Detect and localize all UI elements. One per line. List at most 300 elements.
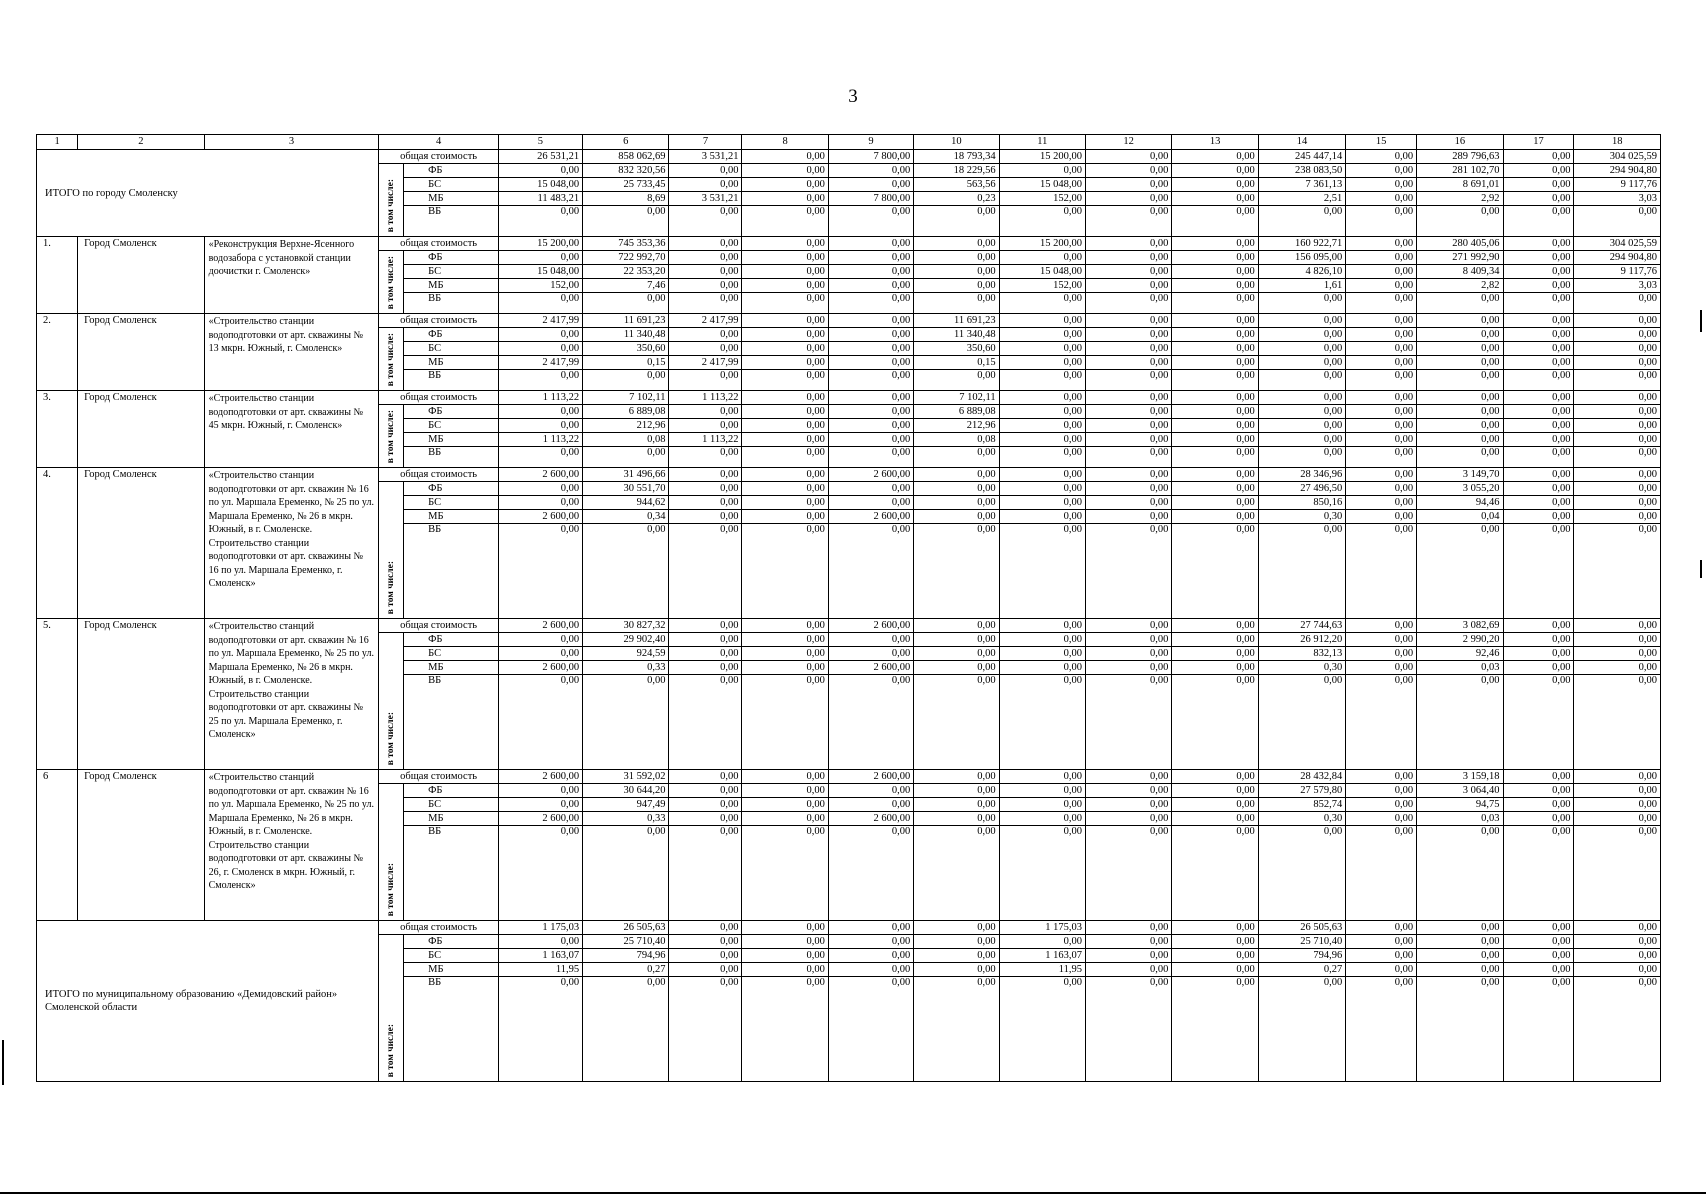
value-cell: 0,00 bbox=[999, 496, 1085, 510]
value-cell: 0,00 bbox=[914, 447, 999, 468]
value-cell: 0,00 bbox=[1503, 178, 1574, 192]
value-cell: 0,00 bbox=[1346, 482, 1417, 496]
column-number: 8 bbox=[742, 135, 828, 150]
value-cell: 280 405,06 bbox=[1417, 237, 1503, 251]
including-label bbox=[379, 328, 404, 391]
value-cell: 2 600,00 bbox=[828, 770, 913, 784]
value-cell: 0,00 bbox=[828, 496, 913, 510]
value-cell: 0,00 bbox=[1417, 447, 1503, 468]
value-cell: 832,13 bbox=[1258, 647, 1345, 661]
value-cell: 0,00 bbox=[1085, 405, 1171, 419]
value-cell: 0,00 bbox=[742, 405, 828, 419]
total-cost-row bbox=[37, 314, 1661, 328]
item-description: «Реконструкция Верхне-Ясенного водозабора с установкой станции доочистки г. Смоленск» bbox=[204, 237, 379, 314]
cost-label: общая стоимость bbox=[379, 468, 498, 482]
value-cell: 0,00 bbox=[1574, 524, 1661, 619]
value-cell: 18 793,34 bbox=[914, 150, 999, 164]
value-cell: 15 200,00 bbox=[999, 237, 1085, 251]
funding-source-label: ВБ bbox=[404, 524, 499, 619]
value-cell: 0,00 bbox=[1172, 164, 1258, 178]
value-cell: 0,00 bbox=[999, 293, 1085, 314]
value-cell: 0,00 bbox=[1172, 812, 1258, 826]
value-cell: 0,00 bbox=[669, 405, 742, 419]
value-cell: 0,00 bbox=[1172, 661, 1258, 675]
value-cell: 0,00 bbox=[914, 633, 999, 647]
value-cell: 0,00 bbox=[1172, 633, 1258, 647]
value-cell: 0,00 bbox=[498, 826, 582, 921]
value-cell: 0,00 bbox=[1172, 237, 1258, 251]
value-cell: 0,00 bbox=[1085, 391, 1171, 405]
value-cell: 0,00 bbox=[1085, 328, 1171, 342]
item-place: Город Смоленск bbox=[78, 619, 205, 770]
value-cell: 0,00 bbox=[1172, 826, 1258, 921]
value-cell: 0,00 bbox=[914, 206, 999, 237]
value-cell: 0,00 bbox=[742, 619, 828, 633]
including-text: в том числе: bbox=[386, 178, 397, 232]
value-cell: 11,95 bbox=[999, 963, 1085, 977]
including-label bbox=[379, 784, 404, 921]
value-cell: 2 600,00 bbox=[828, 812, 913, 826]
value-cell: 0,00 bbox=[1172, 675, 1258, 770]
value-cell: 0,00 bbox=[1346, 293, 1417, 314]
value-cell: 0,00 bbox=[1503, 342, 1574, 356]
value-cell: 0,00 bbox=[1346, 963, 1417, 977]
column-number: 17 bbox=[1503, 135, 1574, 150]
value-cell: 8 409,34 bbox=[1417, 265, 1503, 279]
total-cost-row bbox=[37, 468, 1661, 482]
value-cell: 26 505,63 bbox=[583, 921, 669, 935]
value-cell: 0,00 bbox=[742, 963, 828, 977]
value-cell: 794,96 bbox=[583, 949, 669, 963]
funding-source-label: ФБ bbox=[404, 935, 499, 949]
column-number: 11 bbox=[999, 135, 1085, 150]
value-cell: 0,00 bbox=[1503, 237, 1574, 251]
value-cell: 281 102,70 bbox=[1417, 164, 1503, 178]
value-cell: 0,00 bbox=[1503, 391, 1574, 405]
value-cell: 0,00 bbox=[742, 164, 828, 178]
value-cell: 0,00 bbox=[1172, 524, 1258, 619]
value-cell: 0,00 bbox=[669, 510, 742, 524]
value-cell: 0,00 bbox=[1417, 963, 1503, 977]
value-cell: 0,00 bbox=[1085, 482, 1171, 496]
value-cell: 6 889,08 bbox=[914, 405, 999, 419]
value-cell: 0,00 bbox=[1085, 433, 1171, 447]
value-cell: 0,00 bbox=[1574, 784, 1661, 798]
value-cell: 289 796,63 bbox=[1417, 150, 1503, 164]
including-text: в том числе: bbox=[386, 711, 397, 765]
value-cell: 2 600,00 bbox=[828, 619, 913, 633]
value-cell: 0,00 bbox=[1503, 419, 1574, 433]
value-cell: 31 592,02 bbox=[583, 770, 669, 784]
item-description: «Строительство станции водоподготовки от арт. скважин № 16 по ул. Маршала Еременко, № 25 по ул. Маршала Еременко, № 26 в мкрн. Южный, в г. Смоленске. Строительство станции водоподготовки от арт. скважины № 16 по ул. Маршала Еременко, г. Смоленск» bbox=[204, 468, 379, 619]
item-description: «Строительство станции водоподготовки от арт. скважины № 45 мкрн. Южный, г. Смоленск» bbox=[204, 391, 379, 468]
value-cell: 0,00 bbox=[1346, 405, 1417, 419]
value-cell: 294 904,80 bbox=[1574, 164, 1661, 178]
value-cell: 2 600,00 bbox=[498, 661, 582, 675]
value-cell: 0,00 bbox=[498, 447, 582, 468]
item-place: Город Смоленск bbox=[78, 468, 205, 619]
value-cell: 0,00 bbox=[1085, 265, 1171, 279]
value-cell: 0,00 bbox=[498, 935, 582, 949]
value-cell: 0,00 bbox=[914, 770, 999, 784]
value-cell: 0,00 bbox=[742, 633, 828, 647]
value-cell: 0,00 bbox=[828, 935, 913, 949]
value-cell: 0,00 bbox=[1346, 356, 1417, 370]
value-cell: 0,00 bbox=[1172, 468, 1258, 482]
value-cell: 0,00 bbox=[669, 949, 742, 963]
funding-source-label: ВБ bbox=[404, 206, 499, 237]
value-cell: 0,00 bbox=[669, 675, 742, 770]
value-cell: 0,00 bbox=[828, 178, 913, 192]
total-cost-row bbox=[37, 237, 1661, 251]
value-cell: 0,00 bbox=[583, 206, 669, 237]
column-number: 5 bbox=[498, 135, 582, 150]
value-cell: 31 496,66 bbox=[583, 468, 669, 482]
value-cell: 0,00 bbox=[742, 356, 828, 370]
value-cell: 0,00 bbox=[1085, 963, 1171, 977]
value-cell: 0,00 bbox=[1085, 647, 1171, 661]
value-cell: 0,00 bbox=[1346, 206, 1417, 237]
value-cell: 0,00 bbox=[914, 468, 999, 482]
value-cell: 0,04 bbox=[1417, 510, 1503, 524]
value-cell: 563,56 bbox=[914, 178, 999, 192]
value-cell: 15 048,00 bbox=[498, 265, 582, 279]
value-cell: 0,00 bbox=[1574, 482, 1661, 496]
column-number: 14 bbox=[1258, 135, 1345, 150]
value-cell: 0,00 bbox=[999, 391, 1085, 405]
value-cell: 350,60 bbox=[914, 342, 999, 356]
value-cell: 0,00 bbox=[999, 328, 1085, 342]
value-cell: 0,00 bbox=[1346, 524, 1417, 619]
value-cell: 0,00 bbox=[914, 237, 999, 251]
value-cell: 0,00 bbox=[742, 510, 828, 524]
value-cell: 0,00 bbox=[1346, 770, 1417, 784]
value-cell: 1,61 bbox=[1258, 279, 1345, 293]
item-number: 1. bbox=[37, 237, 78, 314]
item-number: 4. bbox=[37, 468, 78, 619]
value-cell: 0,00 bbox=[1417, 293, 1503, 314]
value-cell: 0,00 bbox=[914, 619, 999, 633]
value-cell: 28 346,96 bbox=[1258, 468, 1345, 482]
including-label bbox=[379, 251, 404, 314]
value-cell: 0,00 bbox=[1503, 447, 1574, 468]
value-cell: 212,96 bbox=[583, 419, 669, 433]
value-cell: 0,34 bbox=[583, 510, 669, 524]
value-cell: 0,00 bbox=[828, 826, 913, 921]
value-cell: 0,00 bbox=[1503, 468, 1574, 482]
total-cost-row bbox=[37, 921, 1661, 935]
cost-label: общая стоимость bbox=[379, 237, 498, 251]
value-cell: 0,00 bbox=[1258, 977, 1345, 1082]
value-cell: 0,00 bbox=[1085, 251, 1171, 265]
value-cell: 0,00 bbox=[1346, 279, 1417, 293]
value-cell: 0,00 bbox=[742, 482, 828, 496]
value-cell: 0,00 bbox=[1258, 370, 1345, 391]
value-cell: 0,00 bbox=[914, 482, 999, 496]
value-cell: 152,00 bbox=[999, 192, 1085, 206]
value-cell: 0,00 bbox=[1258, 342, 1345, 356]
value-cell: 7 800,00 bbox=[828, 192, 913, 206]
value-cell: 0,00 bbox=[999, 633, 1085, 647]
value-cell: 0,00 bbox=[1085, 812, 1171, 826]
value-cell: 0,00 bbox=[828, 342, 913, 356]
column-number: 4 bbox=[379, 135, 498, 150]
column-number: 12 bbox=[1085, 135, 1171, 150]
value-cell: 2 417,99 bbox=[498, 356, 582, 370]
value-cell: 0,00 bbox=[1346, 935, 1417, 949]
value-cell: 0,00 bbox=[1417, 328, 1503, 342]
group-total-label: ИТОГО по муниципальному образованию «Демидовский район» Смоленской области bbox=[37, 921, 379, 1082]
value-cell: 0,00 bbox=[828, 921, 913, 935]
value-cell: 0,00 bbox=[1503, 977, 1574, 1082]
value-cell: 0,00 bbox=[1346, 370, 1417, 391]
value-cell: 0,00 bbox=[1085, 921, 1171, 935]
value-cell: 7 102,11 bbox=[583, 391, 669, 405]
value-cell: 0,00 bbox=[669, 328, 742, 342]
value-cell: 0,00 bbox=[1085, 164, 1171, 178]
funding-source-label: МБ bbox=[404, 661, 499, 675]
cost-label: общая стоимость bbox=[379, 619, 498, 633]
value-cell: 15 200,00 bbox=[498, 237, 582, 251]
value-cell: 0,00 bbox=[914, 661, 999, 675]
value-cell: 0,00 bbox=[669, 206, 742, 237]
value-cell: 0,00 bbox=[1085, 935, 1171, 949]
value-cell: 0,00 bbox=[742, 192, 828, 206]
value-cell: 0,00 bbox=[1574, 405, 1661, 419]
value-cell: 94,46 bbox=[1417, 496, 1503, 510]
value-cell: 0,00 bbox=[1085, 293, 1171, 314]
value-cell: 0,00 bbox=[1172, 178, 1258, 192]
including-label bbox=[379, 633, 404, 770]
value-cell: 2 600,00 bbox=[828, 661, 913, 675]
value-cell: 0,00 bbox=[1172, 647, 1258, 661]
value-cell: 0,00 bbox=[999, 433, 1085, 447]
value-cell: 0,00 bbox=[999, 510, 1085, 524]
funding-source-label: МБ bbox=[404, 279, 499, 293]
value-cell: 0,00 bbox=[742, 921, 828, 935]
value-cell: 0,00 bbox=[669, 524, 742, 619]
value-cell: 0,00 bbox=[498, 328, 582, 342]
value-cell: 0,00 bbox=[1574, 342, 1661, 356]
value-cell: 1 113,22 bbox=[669, 391, 742, 405]
cost-label: общая стоимость bbox=[379, 770, 498, 784]
value-cell: 8,69 bbox=[583, 192, 669, 206]
value-cell: 0,00 bbox=[1258, 826, 1345, 921]
value-cell: 0,00 bbox=[498, 419, 582, 433]
value-cell: 0,00 bbox=[1172, 279, 1258, 293]
value-cell: 0,00 bbox=[914, 977, 999, 1082]
value-cell: 2 600,00 bbox=[498, 510, 582, 524]
funding-source-label: ФБ bbox=[404, 164, 499, 178]
value-cell: 0,00 bbox=[828, 963, 913, 977]
value-cell: 0,00 bbox=[742, 370, 828, 391]
funding-source-label: ВБ bbox=[404, 977, 499, 1082]
value-cell: 0,00 bbox=[742, 784, 828, 798]
value-cell: 0,00 bbox=[914, 675, 999, 770]
value-cell: 11,95 bbox=[498, 963, 582, 977]
value-cell: 0,00 bbox=[742, 293, 828, 314]
value-cell: 7 102,11 bbox=[914, 391, 999, 405]
value-cell: 0,00 bbox=[914, 265, 999, 279]
value-cell: 0,00 bbox=[1417, 419, 1503, 433]
value-cell: 1 113,22 bbox=[498, 433, 582, 447]
value-cell: 0,00 bbox=[583, 977, 669, 1082]
value-cell: 0,00 bbox=[828, 798, 913, 812]
value-cell: 0,00 bbox=[498, 342, 582, 356]
value-cell: 0,00 bbox=[1503, 314, 1574, 328]
value-cell: 0,00 bbox=[828, 949, 913, 963]
value-cell: 22 353,20 bbox=[583, 265, 669, 279]
value-cell: 0,00 bbox=[742, 328, 828, 342]
value-cell: 0,00 bbox=[669, 798, 742, 812]
value-cell: 0,00 bbox=[1172, 447, 1258, 468]
funding-source-label: БС bbox=[404, 949, 499, 963]
value-cell: 15 048,00 bbox=[498, 178, 582, 192]
value-cell: 0,00 bbox=[669, 496, 742, 510]
including-text: в том числе: bbox=[386, 255, 397, 309]
value-cell: 0,00 bbox=[498, 293, 582, 314]
value-cell: 0,00 bbox=[498, 675, 582, 770]
value-cell: 0,00 bbox=[999, 977, 1085, 1082]
value-cell: 0,00 bbox=[1085, 279, 1171, 293]
value-cell: 15 048,00 bbox=[999, 178, 1085, 192]
value-cell: 0,00 bbox=[742, 279, 828, 293]
value-cell: 0,00 bbox=[1574, 328, 1661, 342]
value-cell: 0,00 bbox=[1346, 510, 1417, 524]
value-cell: 0,00 bbox=[1085, 178, 1171, 192]
value-cell: 0,00 bbox=[1417, 921, 1503, 935]
value-cell: 0,00 bbox=[1346, 419, 1417, 433]
value-cell: 0,00 bbox=[914, 812, 999, 826]
value-cell: 1 113,22 bbox=[669, 433, 742, 447]
value-cell: 0,00 bbox=[1172, 150, 1258, 164]
funding-source-label: МБ bbox=[404, 963, 499, 977]
value-cell: 0,00 bbox=[828, 370, 913, 391]
value-cell: 0,00 bbox=[498, 524, 582, 619]
item-number: 3. bbox=[37, 391, 78, 468]
value-cell: 0,00 bbox=[1417, 949, 1503, 963]
value-cell: 0,00 bbox=[583, 293, 669, 314]
value-cell: 0,00 bbox=[1503, 356, 1574, 370]
value-cell: 0,00 bbox=[1574, 647, 1661, 661]
value-cell: 0,00 bbox=[1172, 935, 1258, 949]
value-cell: 0,00 bbox=[1346, 314, 1417, 328]
value-cell: 852,74 bbox=[1258, 798, 1345, 812]
value-cell: 0,00 bbox=[1258, 675, 1345, 770]
value-cell: 0,00 bbox=[742, 935, 828, 949]
value-cell: 0,00 bbox=[669, 265, 742, 279]
value-cell: 0,00 bbox=[1085, 798, 1171, 812]
value-cell: 0,00 bbox=[1346, 164, 1417, 178]
value-cell: 0,00 bbox=[1172, 977, 1258, 1082]
group-total-label: ИТОГО по городу Смоленску bbox=[37, 150, 379, 237]
value-cell: 15 048,00 bbox=[999, 265, 1085, 279]
value-cell: 7 361,13 bbox=[1258, 178, 1345, 192]
value-cell: 0,00 bbox=[1503, 293, 1574, 314]
value-cell: 0,00 bbox=[1574, 619, 1661, 633]
value-cell: 0,00 bbox=[914, 798, 999, 812]
value-cell: 0,00 bbox=[1574, 356, 1661, 370]
value-cell: 0,00 bbox=[1085, 192, 1171, 206]
value-cell: 3 159,18 bbox=[1417, 770, 1503, 784]
value-cell: 0,00 bbox=[1172, 356, 1258, 370]
value-cell: 0,23 bbox=[914, 192, 999, 206]
value-cell: 0,00 bbox=[1085, 949, 1171, 963]
value-cell: 0,00 bbox=[828, 447, 913, 468]
column-number-row bbox=[37, 135, 1661, 150]
value-cell: 0,00 bbox=[1574, 826, 1661, 921]
value-cell: 0,00 bbox=[1574, 370, 1661, 391]
value-cell: 0,00 bbox=[1085, 150, 1171, 164]
value-cell: 0,00 bbox=[1503, 433, 1574, 447]
value-cell: 0,00 bbox=[1417, 977, 1503, 1082]
value-cell: 0,00 bbox=[828, 633, 913, 647]
item-place: Город Смоленск bbox=[78, 314, 205, 391]
value-cell: 4 826,10 bbox=[1258, 265, 1345, 279]
value-cell: 0,00 bbox=[1258, 447, 1345, 468]
value-cell: 0,00 bbox=[828, 482, 913, 496]
including-text: в том числе: bbox=[386, 332, 397, 386]
value-cell: 0,00 bbox=[1085, 826, 1171, 921]
value-cell: 0,00 bbox=[999, 342, 1085, 356]
value-cell: 0,00 bbox=[1346, 265, 1417, 279]
value-cell: 0,00 bbox=[999, 164, 1085, 178]
value-cell: 0,00 bbox=[1172, 482, 1258, 496]
value-cell: 0,00 bbox=[1172, 391, 1258, 405]
value-cell: 0,00 bbox=[1574, 510, 1661, 524]
value-cell: 0,00 bbox=[742, 251, 828, 265]
value-cell: 0,00 bbox=[1574, 921, 1661, 935]
value-cell: 0,00 bbox=[999, 356, 1085, 370]
value-cell: 0,00 bbox=[1503, 935, 1574, 949]
value-cell: 152,00 bbox=[999, 279, 1085, 293]
value-cell: 0,00 bbox=[1346, 633, 1417, 647]
value-cell: 0,00 bbox=[742, 977, 828, 1082]
value-cell: 0,00 bbox=[669, 342, 742, 356]
value-cell: 0,00 bbox=[1172, 963, 1258, 977]
value-cell: 0,00 bbox=[1172, 251, 1258, 265]
value-cell: 0,00 bbox=[828, 977, 913, 1082]
value-cell: 0,00 bbox=[1085, 524, 1171, 619]
value-cell: 0,00 bbox=[669, 468, 742, 482]
value-cell: 8 691,01 bbox=[1417, 178, 1503, 192]
funding-source-label: БС bbox=[404, 419, 499, 433]
value-cell: 0,00 bbox=[1346, 949, 1417, 963]
value-cell: 2 600,00 bbox=[498, 468, 582, 482]
value-cell: 1 175,03 bbox=[498, 921, 582, 935]
value-cell: 0,00 bbox=[999, 826, 1085, 921]
value-cell: 0,00 bbox=[1574, 433, 1661, 447]
value-cell: 0,08 bbox=[914, 433, 999, 447]
value-cell: 0,15 bbox=[914, 356, 999, 370]
value-cell: 0,00 bbox=[742, 770, 828, 784]
value-cell: 0,00 bbox=[1574, 419, 1661, 433]
value-cell: 29 902,40 bbox=[583, 633, 669, 647]
value-cell: 0,00 bbox=[999, 482, 1085, 496]
value-cell: 0,00 bbox=[583, 675, 669, 770]
value-cell: 0,00 bbox=[828, 314, 913, 328]
value-cell: 0,00 bbox=[914, 370, 999, 391]
funding-source-label: ФБ bbox=[404, 328, 499, 342]
budget-table bbox=[36, 134, 1661, 1082]
value-cell: 0,00 bbox=[742, 178, 828, 192]
funding-source-label: МБ bbox=[404, 510, 499, 524]
value-cell: 3,03 bbox=[1574, 279, 1661, 293]
value-cell: 944,62 bbox=[583, 496, 669, 510]
value-cell: 0,27 bbox=[1258, 963, 1345, 977]
value-cell: 0,00 bbox=[1503, 206, 1574, 237]
page-number: 3 bbox=[848, 86, 858, 107]
